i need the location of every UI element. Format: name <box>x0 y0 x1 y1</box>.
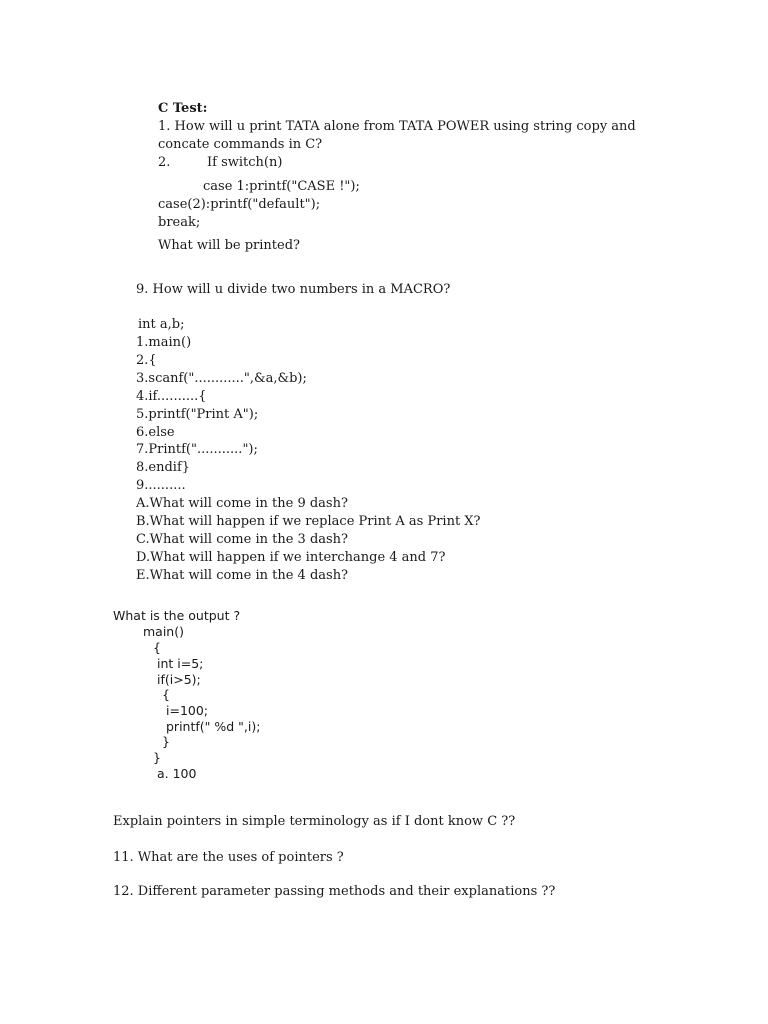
question-1-line-2: concate commands in C? <box>158 137 323 152</box>
code-line: i=100; <box>166 703 209 718</box>
question-2-line-4: break; <box>158 215 201 230</box>
question-1-line-1: 1. How will u print TATA alone from TATA POWER using string copy and <box>158 119 636 134</box>
question-2-line-1: If switch(n) <box>207 155 283 170</box>
question-9: 9. How will u divide two numbers in a MACRO? <box>136 282 451 297</box>
code-line: int i=5; <box>157 656 204 671</box>
code-line: 3.scanf("............",&a,&b); <box>136 371 307 386</box>
question-2-line-3: case(2):printf("default"); <box>158 197 321 212</box>
code-line: { <box>162 687 170 702</box>
code-line: 5.printf("Print A"); <box>136 407 259 422</box>
code-line: int a,b; <box>138 317 185 332</box>
question-2-number: 2. <box>158 155 171 170</box>
question-11: 11. What are the uses of pointers ? <box>113 850 344 865</box>
code-line: main() <box>143 624 184 639</box>
question-12: 12. Different parameter passing methods and their explanations ?? <box>113 884 556 899</box>
code-line: 1.main() <box>136 335 192 350</box>
question-2-line-5: What will be printed? <box>158 238 300 253</box>
sub-question-c: C.What will come in the 3 dash? <box>136 532 349 547</box>
code-line: printf(" %d ",i); <box>166 719 261 734</box>
code-line: } <box>162 734 170 749</box>
answer-option-a: a. 100 <box>157 766 197 781</box>
pointers-question: Explain pointers in simple terminology as if I dont know C ?? <box>113 814 516 829</box>
code-line: 8.endif} <box>136 460 191 475</box>
sub-question-b: B.What will happen if we replace Print A as Print X? <box>136 514 481 529</box>
code-line: 7.Printf("..........."); <box>136 442 258 457</box>
test-title: C Test: <box>158 101 208 116</box>
code-line: if(i>5); <box>157 672 201 687</box>
code-line: } <box>153 750 161 765</box>
code-line: 9.......... <box>136 478 186 493</box>
question-2-line-2: case 1:printf("CASE !"); <box>203 179 360 194</box>
code-line: 4.if..........{ <box>136 389 207 404</box>
code-line: { <box>153 640 161 655</box>
sub-question-d: D.What will happen if we interchange 4 and 7? <box>136 550 446 565</box>
code-line: 2.{ <box>136 353 157 368</box>
code-line: 6.else <box>136 425 175 440</box>
sub-question-a: A.What will come in the 9 dash? <box>136 496 348 511</box>
sub-question-e: E.What will come in the 4 dash? <box>136 568 349 583</box>
output-question-heading: What is the output ? <box>113 608 241 623</box>
